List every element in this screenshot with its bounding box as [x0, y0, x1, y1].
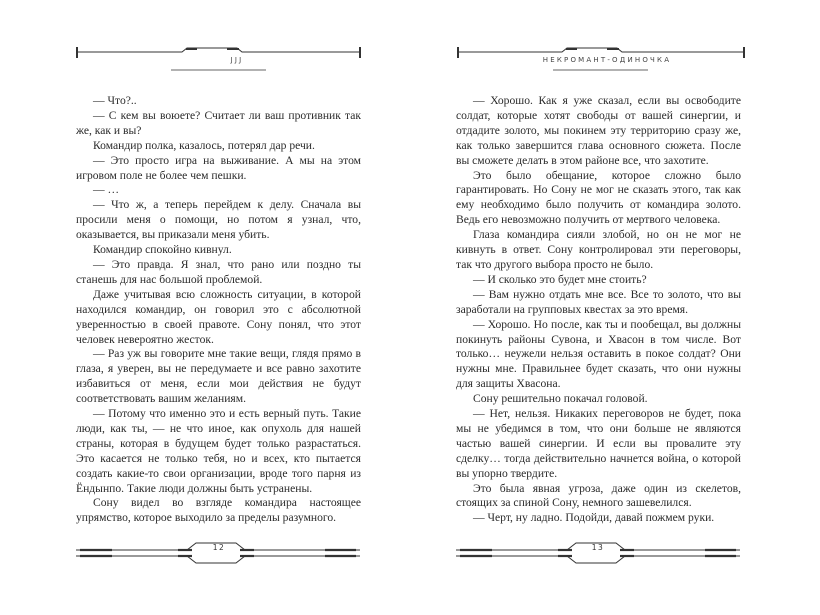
paragraph: Сону решительно покачал головой.	[473, 392, 648, 406]
paragraph: — Потому что именно это и есть верный путь. Такие люди, как ты, — не что иное, как опухоль для нашей страны, которая в будущем будет только разрастаться. Это касается не только тебя, но и всех, кто пытается создать какие-то свои организации, вроде того парня из Ёндынпо. Такие люди должны быть устранены.	[76, 407, 361, 495]
page-number: 12	[212, 543, 226, 552]
paragraph: — И сколько это будет мне стоить?	[473, 272, 647, 286]
running-head: JJJ	[230, 56, 244, 64]
page-number: 13	[591, 543, 605, 552]
paragraph: — Это правда. Я знал, что рано или поздно ты станешь для нас большой проблемой.	[76, 257, 361, 286]
paragraph: — Вам нужно отдать мне все. Все то золото, что вы заработали на групповых квестах за это время.	[456, 287, 741, 316]
paragraph: — Нет, нельзя. Никаких переговоров не будет, пока мы не убедимся в том, что они больше не являются частью вашей синергии. И если вы провалите эту сделку… тогда действительно начнется война, о которой вы упорно твердите.	[456, 407, 741, 480]
paragraph: — Что?..	[93, 94, 137, 107]
paragraph: Это была явная угроза, даже один из скелетов, стоящих за спиной Сону, немного зашевелился.	[456, 481, 741, 510]
paragraph: Даже учитывая всю сложность ситуации, в которой находился командир, он говорил это с абсолютной уверенностью в своей правоте. Сону понял, что этот человек невероятно жесток.	[76, 287, 361, 346]
paragraph: — Черт, ну ладно. Подойди, давай пожмем руки.	[473, 511, 715, 525]
paragraph: Это было обещание, которое сложно было гарантировать. Но Сону не мог не сказать этого, так как ему необходимо было получить от командира золото. Ведь его невозможно получить от мертвого человека.	[456, 168, 741, 227]
running-head: НЕКРОМАНТ-ОДИНОЧКА	[542, 56, 672, 64]
paragraph: — Это просто игра на выживание. А мы на этом игровом поле не более чем пешки.	[76, 153, 361, 182]
paragraph: Командир полка, казалось, потерял дар речи.	[93, 138, 315, 152]
paragraph: Сону видел во взгляде командира настоящее упрямство, которое выходило за пределы разумного.	[76, 496, 361, 525]
paragraph: — Хорошо. Но после, как ты и пообещал, вы должны покинуть районы Сувона, и Хвасон в том числе. Вот только… неужели нельзя оставить в покое солдат? Они нужны мне. Правильнее будет сказать, что они нужны для защиты Хвасона.	[456, 317, 741, 391]
paragraph: — Раз уж вы говорите мне такие вещи, глядя прямо в глаза, я уверен, вы не передумаете и все равно захотите избавиться от меня, если мои действия не будут соответствовать вашим желаниям.	[76, 347, 361, 406]
paragraph: — С кем вы воюете? Считает ли ваш противник так же, как и вы?	[76, 108, 361, 137]
paragraph: Командир спокойно кивнул.	[93, 243, 232, 257]
paragraph: — Хорошо. Как я уже сказал, если вы освободите солдат, которые хотят свободы от вашей синергии, и отдадите золото, мы покинем эту территорию сразу же, как только завершится глава основного сюжета. После вы сможете делать в этом районе все, что захотите.	[456, 94, 741, 167]
right-page	[410, 0, 820, 615]
body-text	[76, 94, 361, 526]
paragraph: — Что ж, а теперь перейдем к делу. Сначала вы просили меня о помощи, но потом я узнал, что, оказывается, вы приказали меня убить.	[76, 198, 361, 242]
paragraph: Глаза командира сияли злобой, но он не мог не кивнуть в ответ. Сону контролировал эти переговоры, так что другого выбора просто не было.	[456, 228, 741, 271]
paragraph: — …	[93, 183, 120, 197]
body-text	[456, 94, 741, 526]
